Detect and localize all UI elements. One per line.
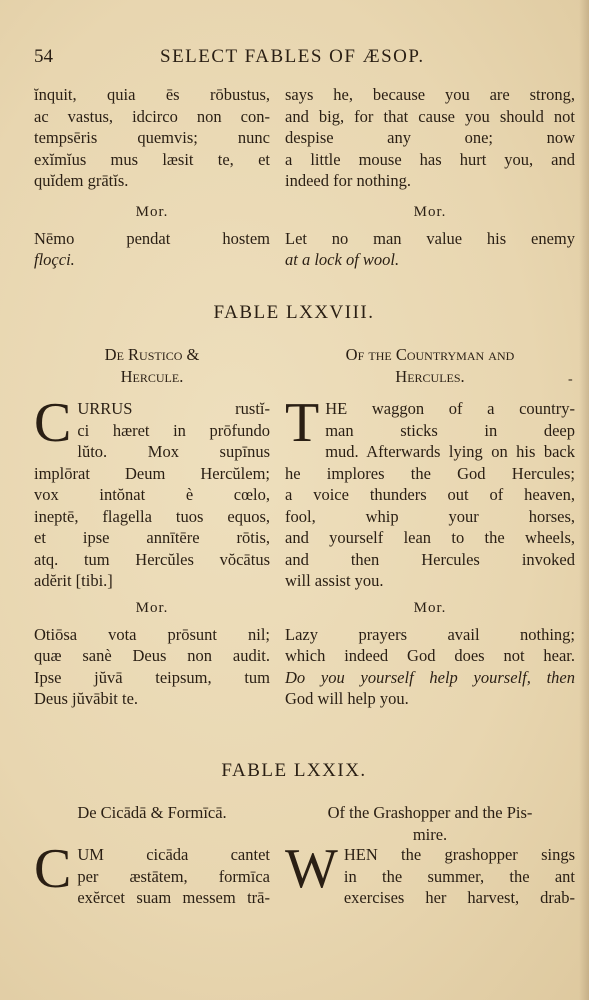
moral-label: Mor. — [413, 204, 447, 220]
text-line: floçci. — [34, 250, 75, 269]
text-line: Otiōsa vota prōsunt nil; — [34, 624, 270, 644]
text-line: and yourself lean to the wheels, — [285, 528, 575, 547]
text-line: despise any one; now — [285, 128, 575, 147]
text-line: mud. Afterwards lying on his back — [325, 442, 575, 461]
fable78-english-moral — [285, 598, 575, 710]
fable78-latin-moral — [34, 598, 270, 710]
page-number: 54 — [34, 46, 53, 67]
text-line: a voice thunders out of heaven, — [285, 485, 575, 504]
text-line: ac vastus, idcirco non con- — [34, 106, 270, 126]
text-line: which indeed God does not hear. — [285, 646, 575, 665]
moral-label: Mor. — [135, 204, 169, 220]
text-line: lŭto. Mox supīnus — [77, 442, 270, 461]
text-line: at a lock of wool. — [285, 250, 400, 269]
text-line: says he, because you are strong, — [285, 85, 575, 104]
title-line: Hercules. — [395, 366, 465, 386]
text-line: et ipse annītēre rōtis, — [34, 528, 270, 547]
text-line: a little mouse has hurt you, and — [285, 149, 575, 169]
text-line: exĭmĭus mus læsit te, et — [34, 149, 270, 169]
page-edge-shadow — [579, 0, 589, 1000]
title-line: De Rustico & — [104, 345, 200, 364]
text-line: and then Hercules invoked — [285, 549, 575, 569]
title-line: De Cicādā & Formīcā. — [77, 803, 227, 822]
title-line: Of the Grashopper and the Pis- — [327, 803, 533, 822]
text-line: in the summer, the ant — [343, 866, 575, 886]
title-line: Of the Countryman and — [345, 345, 515, 364]
fable78-english-title — [285, 344, 575, 387]
moral-label: Mor. — [413, 600, 447, 616]
text-line: Nēmo pendat hostem — [34, 228, 270, 248]
printer-mark: - — [568, 372, 573, 387]
fable77-latin-text — [34, 84, 270, 192]
drop-cap: W — [285, 838, 338, 900]
text-line: ĭnquit, quia ēs rōbustus, — [34, 85, 270, 104]
text-line: Do you yourself help yourself, then — [285, 667, 575, 687]
text-line: quæ sanè Deus non audit. — [34, 646, 270, 665]
fable78-latin-text — [34, 392, 270, 592]
title-line: Hercule. — [120, 366, 184, 386]
text-line: man sticks in deep — [325, 420, 575, 440]
text-line: URRUS rustĭ- — [77, 399, 270, 418]
text-line: ineptē, flagella tuos equos, — [34, 506, 270, 526]
running-title: SELECT FABLES OF ÆSOP. — [160, 46, 425, 67]
fable77-latin-moral — [34, 202, 270, 271]
fable77-english-text — [285, 84, 575, 192]
text-line: exercises her harvest, drab- — [343, 888, 575, 907]
page-header — [34, 44, 554, 74]
text-line: he implores the God Hercules; — [285, 463, 575, 483]
text-line: quĭdem grātĭs. — [34, 171, 129, 190]
text-line: Let no man value his enemy — [285, 228, 575, 248]
text-line: tempsēris quemvis; nunc — [34, 128, 270, 147]
text-line: atq. tum Hercŭles vŏcātus — [34, 549, 270, 569]
fable78-heading: FABLE LXXVIII. — [213, 302, 375, 323]
title-line: mire. — [412, 824, 448, 844]
text-line: ci hæret in prōfundo — [77, 420, 270, 440]
fable79-latin-text — [34, 838, 270, 909]
text-line: and big, for that cause you should not — [285, 106, 575, 126]
text-line: HEN the grashopper sings — [343, 845, 575, 864]
text-line: vox intŏnat è cœlo, — [34, 485, 270, 504]
drop-cap: T — [285, 392, 320, 454]
text-line: will assist you. — [285, 571, 384, 590]
text-line: exĕrcet suam messem trā- — [77, 888, 270, 907]
text-line: Ipse jŭvā teipsum, tum — [34, 667, 270, 687]
text-line: UM cicāda cantet — [77, 845, 270, 864]
moral-label: Mor. — [135, 600, 169, 616]
text-line: fool, whip your horses, — [285, 506, 575, 526]
fable79-english-text — [285, 838, 575, 909]
text-line: Deus jŭvābit te. — [34, 689, 139, 708]
fable77-english-moral — [285, 202, 575, 271]
drop-cap: C — [34, 392, 72, 454]
fable79-heading: FABLE LXXIX. — [221, 760, 367, 781]
drop-cap: C — [34, 838, 72, 900]
text-line: indeed for nothing. — [285, 171, 412, 190]
text-line: God will help you. — [285, 689, 409, 708]
fable78-latin-title — [34, 344, 270, 387]
text-line: adĕrit [tibi.] — [34, 571, 113, 590]
fable79-latin-title — [34, 802, 270, 824]
text-line: Lazy prayers avail nothing; — [285, 624, 575, 644]
text-line: per æstātem, formīca — [77, 866, 270, 886]
fable78-english-text — [285, 392, 575, 592]
text-line: implōrat Deum Hercŭlem; — [34, 463, 270, 483]
text-line: HE waggon of a country- — [325, 399, 575, 418]
